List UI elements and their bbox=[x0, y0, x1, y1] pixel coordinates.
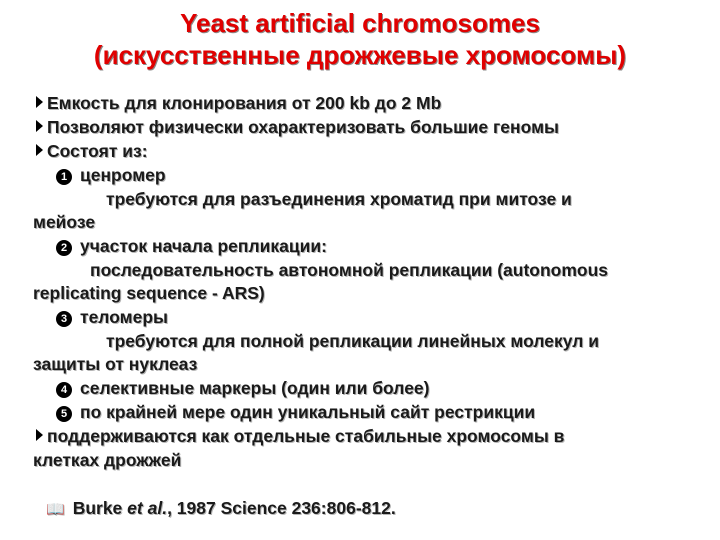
ref-author: Burke bbox=[72, 498, 123, 518]
bullet-capacity bbox=[36, 93, 441, 114]
component-item bbox=[56, 236, 327, 257]
number-badge: 5 bbox=[56, 406, 72, 422]
component-item bbox=[56, 378, 430, 399]
component-label: по крайней мере один уникальный сайт рестрикции bbox=[80, 402, 536, 422]
number-badge: 2 bbox=[56, 240, 72, 256]
number-badge: 3 bbox=[56, 311, 72, 327]
component-label: теломеры bbox=[80, 307, 168, 327]
book-icon: 📖 bbox=[46, 501, 65, 518]
reference bbox=[46, 498, 396, 519]
bullet-stable bbox=[36, 426, 564, 447]
bullet-stable-cont: клетках дрожжей bbox=[33, 450, 182, 470]
component-item bbox=[56, 307, 168, 328]
bullet-text: поддерживаются как отдельные стабильные хромосомы в bbox=[47, 426, 565, 446]
arrow-bullet-icon bbox=[36, 96, 43, 108]
component-desc: replicating sequence - ARS) bbox=[33, 283, 265, 303]
bullet-text: Состоят из: bbox=[47, 141, 148, 161]
arrow-bullet-icon bbox=[36, 144, 43, 156]
bullet-text: Емкость для клонирования от 200 kb до 2 Mb bbox=[47, 93, 442, 113]
number-badge: 1 bbox=[56, 169, 72, 185]
component-desc: мейозе bbox=[33, 212, 96, 232]
component-item bbox=[56, 402, 535, 423]
title-line-2: (искусственные дрожжевые хромосомы) bbox=[93, 40, 627, 70]
component-desc: защиты от нуклеаз bbox=[33, 354, 198, 374]
ref-etal: et al. bbox=[127, 498, 168, 518]
bullet-text: Позволяют физически охарактеризовать большие геномы bbox=[47, 117, 559, 137]
title-line-1: Yeast artificial chromosomes bbox=[180, 8, 540, 38]
bullet-consists bbox=[36, 141, 148, 162]
number-badge: 4 bbox=[56, 382, 72, 398]
component-desc: требуются для полной репликации линейных молекул и bbox=[106, 331, 599, 351]
component-item bbox=[56, 165, 166, 186]
component-label: участок начала репликации: bbox=[80, 236, 327, 256]
component-label: ценромер bbox=[80, 165, 166, 185]
ref-citation: , 1987 Science 236:806-812. bbox=[167, 498, 396, 518]
bullet-genomes bbox=[36, 117, 559, 138]
component-desc: требуются для разъединения хроматид при митозе и bbox=[106, 189, 572, 209]
arrow-bullet-icon bbox=[36, 429, 43, 441]
component-label: селективные маркеры (один или более) bbox=[80, 378, 430, 398]
arrow-bullet-icon bbox=[36, 120, 43, 132]
component-desc: последовательность автономной репликации (autonomous bbox=[90, 260, 609, 280]
